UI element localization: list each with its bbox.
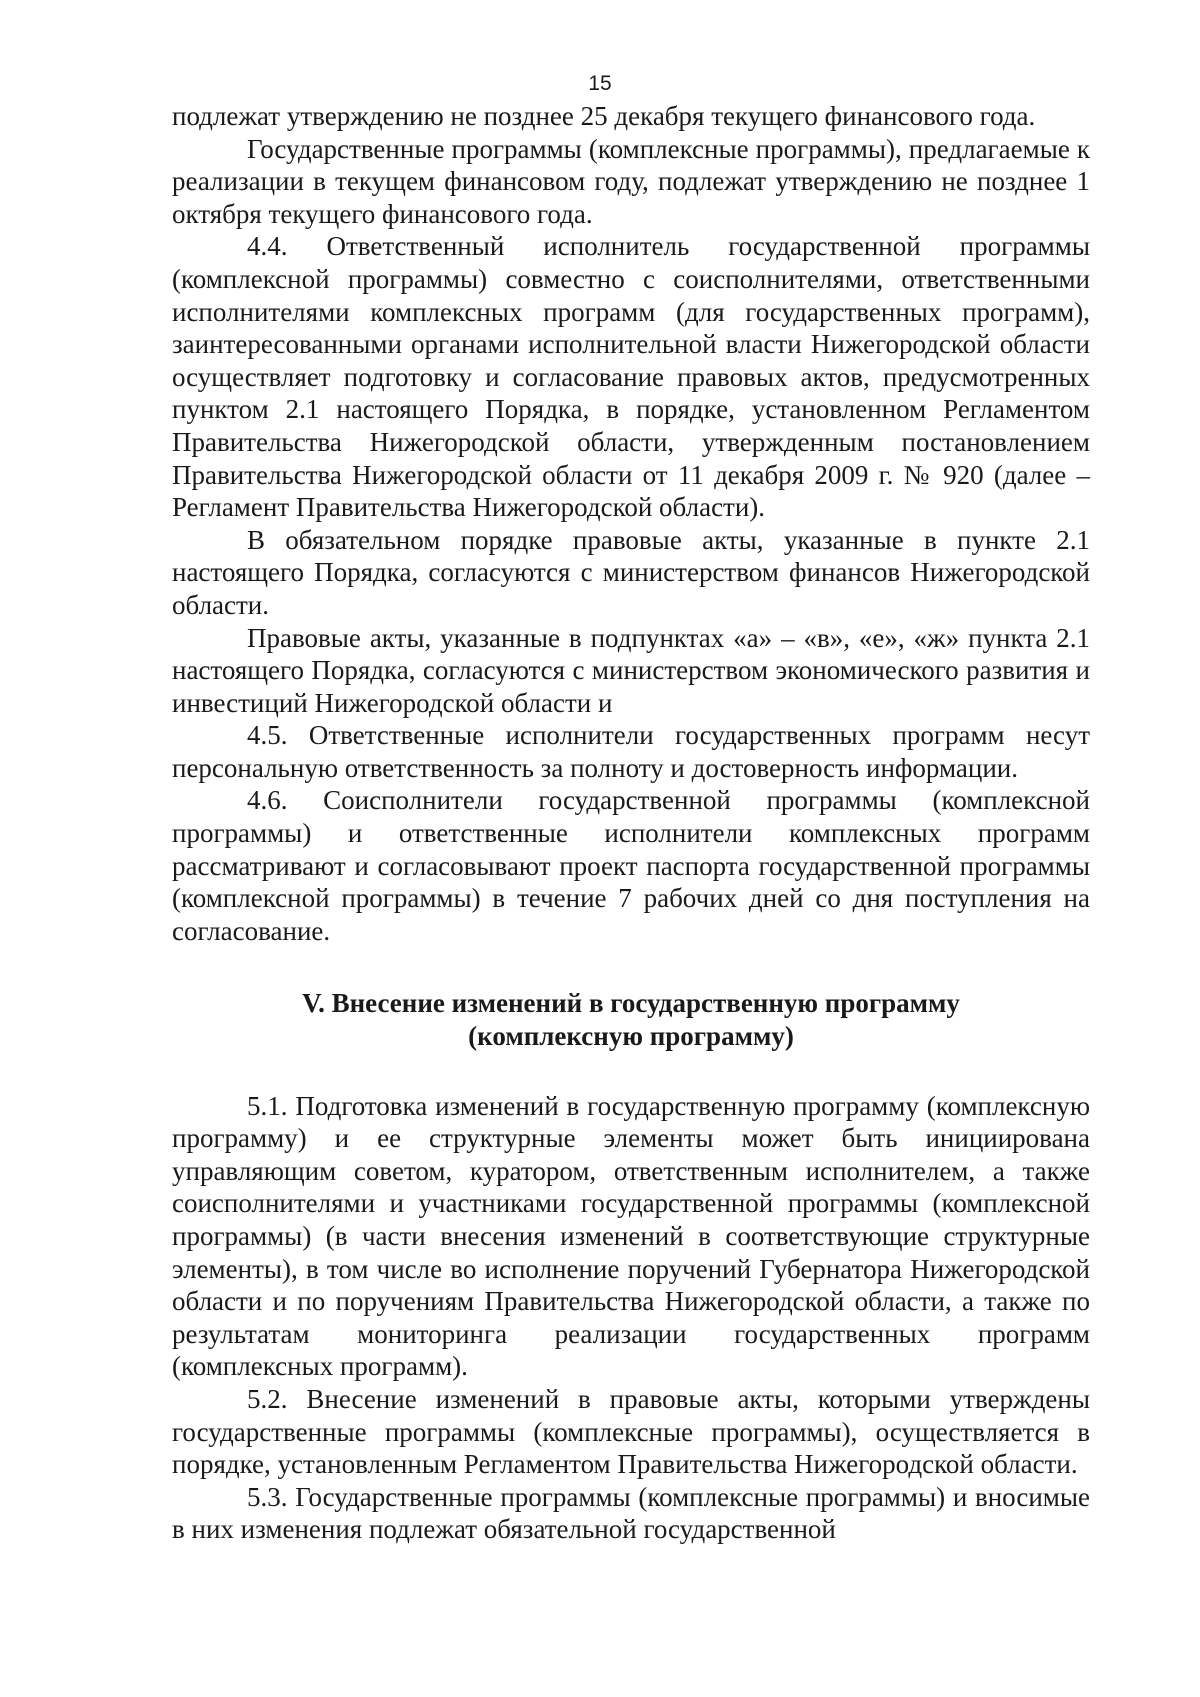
paragraph-mandatory-approval-finance: В обязательном порядке правовые акты, указанные в пункте 2.1 настоящего Порядка, согласуются с министерством финансов Нижегородской области. — [172, 524, 1090, 620]
paragraph-5-2: 5.2. Внесение изменений в правовые акты, которыми утверждены государственные программы (комплексные программы), осуществляется в порядке, установленным Регламентом Правительства Нижегородской области. — [172, 1383, 1090, 1480]
paragraph-continuation: подлежат утверждению не позднее 25 декабря текущего финансового года. — [172, 101, 1036, 131]
paragraph-5-3: 5.3. Государственные программы (комплексные программы) и вносимые в них изменения подлежат обязательной государственной — [172, 1481, 1090, 1545]
section-heading — [172, 987, 1090, 1052]
paragraph-state-programs-approval: Государственные программы (комплексные программы), предлагаемые к реализации в текущем финансовом году, подлежат утверждению не позднее 1 октября текущего финансового года. — [172, 133, 1090, 229]
section-heading-line-2: (комплексную программу) — [468, 1021, 794, 1052]
paragraph-4-4: 4.4. Ответственный исполнитель государственной программы (комплексной программы) совместно с соисполнителями, ответственными исполнителями комплексных программ (для государственных программ), заинтересованными органами исполнительной власти Нижегородской области осуществляет подготовку и согласование правовых актов, предусмотренных пунктом 2.1 настоящего Порядка, в порядке, установленном Регламентом Правительства Нижегородской области, утвержденным постановлением Правительства Нижегородской области от 11 декабря 2009 г. № 920 (далее – Регламент Правительства Нижегородской области). — [172, 231, 1090, 523]
paragraph-approval-economy-ministry: Правовые акты, указанные в подпунктах «а» – «в», «е», «ж» пункта 2.1 настоящего Порядка, согласуются с министерством экономического развития и инвестиций Нижегородской области и — [172, 622, 1090, 718]
page-number: 15 — [588, 72, 612, 95]
document-body — [172, 100, 1090, 1546]
section-heading-line-1: V. Внесение изменений в государственную программу — [302, 988, 960, 1019]
paragraph-5-1: 5.1. Подготовка изменений в государственную программу (комплексную программу) и ее структурные элементы может быть инициирована управляющим советом, куратором, ответственным исполнителем, а также соисполнителями и участниками государственной программы (комплексной программы) (в части внесения изменений в соответствующие структурные элементы), в том числе во исполнение поручений Губернатора Нижегородской области и по поручениям Правительства Нижегородской области, а также по результатам мониторинга реализации государственных программ (комплексных программ). — [172, 1090, 1090, 1382]
paragraph-4-6: 4.6. Соисполнители государственной программы (комплексной программы) и ответственные исполнители комплексных программ рассматривают и согласовывают проект паспорта государственной программы (комплексной программы) в течение 7 рабочих дней со дня поступления на согласование. — [172, 785, 1090, 946]
paragraph-4-5: 4.5. Ответственные исполнители государственных программ несут персональную ответственность за полноту и достоверность информации. — [172, 720, 1090, 783]
